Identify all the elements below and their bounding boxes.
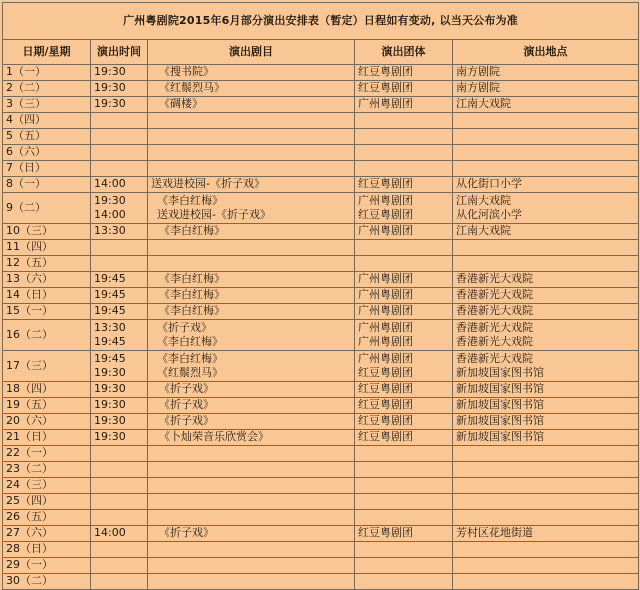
cell-venue[interactable]: 新加坡国家图书馆 [453,398,639,414]
cell-troupe[interactable] [355,462,453,478]
cell-show[interactable] [148,494,355,510]
cell-troupe-stack [358,352,449,380]
cell-venue[interactable] [453,145,639,161]
cell-show[interactable]: 《折子戏》 [148,398,355,414]
cell-troupe[interactable]: 广州粤剧团 [355,304,453,320]
cell-troupe-line: 广州粤剧团 [358,335,413,348]
table-row[interactable] [3,430,639,446]
cell-show[interactable]: 《搜书院》 [148,65,355,81]
cell-show[interactable] [148,478,355,494]
table-row[interactable] [3,510,639,526]
cell-time[interactable]: 14:00 [91,177,148,193]
page-title: 广州粤剧院2015年6月部分演出安排表（暂定）日程如有变动, 以当天公布为准 [3,3,639,40]
cell-venue-stack [456,321,635,349]
cell-show[interactable] [148,161,355,177]
cell-time[interactable] [91,494,148,510]
cell-venue[interactable]: 江南大戏院 [453,97,639,113]
cell-troupe[interactable]: 广州粤剧团 [355,224,453,240]
cell-show-line: 《折子戏》 [157,321,212,334]
cell-venue[interactable] [453,542,639,558]
cell-time-line: 14:00 [94,208,126,221]
column-header-time: 演出时间 [91,40,148,65]
cell-time[interactable] [91,558,148,574]
table-row[interactable] [3,398,639,414]
cell-troupe[interactable] [355,574,453,590]
cell-show-line: 《红鬃烈马》 [157,366,223,379]
cell-date[interactable]: 25（四） [3,494,91,510]
cell-show[interactable]: 《碉楼》 [148,97,355,113]
cell-time[interactable]: 13:30 [91,224,148,240]
cell-show[interactable]: 送戏进校园-《折子戏》 [148,177,355,193]
table-body [3,3,639,590]
cell-time[interactable]: 19:30 [91,97,148,113]
cell-time[interactable] [91,478,148,494]
cell-venue[interactable] [453,462,639,478]
cell-troupe[interactable] [355,129,453,145]
cell-date[interactable]: 18（四） [3,382,91,398]
cell-show[interactable] [148,351,355,382]
cell-time-stack [94,321,144,349]
cell-show[interactable] [148,145,355,161]
cell-time-line: 19:30 [94,366,126,379]
cell-troupe[interactable] [355,193,453,224]
title-row [3,3,639,40]
cell-troupe-stack [358,321,449,349]
cell-show[interactable] [148,240,355,256]
cell-date[interactable]: 26（五） [3,510,91,526]
cell-time[interactable]: 19:30 [91,414,148,430]
cell-date[interactable]: 21（日） [3,430,91,446]
cell-date[interactable]: 29（一） [3,558,91,574]
table-row[interactable] [3,351,639,382]
cell-troupe-line: 红豆粤剧团 [358,366,413,379]
cell-venue[interactable] [453,478,639,494]
cell-troupe[interactable]: 广州粤剧团 [355,288,453,304]
table-row[interactable] [3,240,639,256]
cell-time[interactable]: 19:30 [91,430,148,446]
cell-venue[interactable] [453,351,639,382]
cell-troupe[interactable] [355,351,453,382]
cell-date[interactable]: 22（一） [3,446,91,462]
cell-show-line: 送戏进校园-《折子戏》 [157,208,271,221]
cell-venue-stack [456,194,635,222]
cell-time[interactable]: 19:45 [91,288,148,304]
cell-troupe[interactable] [355,256,453,272]
cell-date[interactable]: 10（三） [3,224,91,240]
cell-troupe[interactable] [355,542,453,558]
cell-venue[interactable]: 香港新光大戏院 [453,304,639,320]
cell-date[interactable]: 9（二） [3,193,91,224]
cell-troupe[interactable] [355,113,453,129]
cell-venue[interactable]: 从化街口小学 [453,177,639,193]
cell-troupe[interactable]: 广州粤剧团 [355,272,453,288]
cell-date[interactable]: 15（一） [3,304,91,320]
cell-venue[interactable] [453,240,639,256]
table-row[interactable] [3,494,639,510]
cell-date[interactable]: 3（三） [3,97,91,113]
cell-time[interactable] [91,161,148,177]
cell-show[interactable]: 《折子戏》 [148,414,355,430]
cell-time[interactable] [91,446,148,462]
cell-venue[interactable] [453,113,639,129]
cell-time[interactable]: 19:30 [91,81,148,97]
cell-show-line: 《李白红梅》 [157,352,223,365]
table-row[interactable] [3,161,639,177]
table-row[interactable] [3,446,639,462]
cell-show[interactable] [148,193,355,224]
column-header-venue: 演出地点 [453,40,639,65]
cell-show-line: 《李白红梅》 [157,335,223,348]
cell-venue[interactable] [453,574,639,590]
cell-time[interactable] [91,542,148,558]
cell-venue[interactable] [453,558,639,574]
table-row[interactable] [3,177,639,193]
cell-date[interactable]: 13（六） [3,272,91,288]
cell-time[interactable] [91,574,148,590]
cell-venue[interactable]: 芳村区花地街道 [453,526,639,542]
cell-venue[interactable] [453,510,639,526]
cell-date[interactable]: 20（六） [3,414,91,430]
cell-venue-line: 香港新光大戏院 [456,335,533,348]
table-row[interactable] [3,558,639,574]
cell-date[interactable]: 17（三） [3,351,91,382]
cell-troupe[interactable]: 红豆粤剧团 [355,398,453,414]
cell-troupe[interactable] [355,320,453,351]
table-row[interactable] [3,256,639,272]
cell-troupe[interactable]: 红豆粤剧团 [355,414,453,430]
cell-date[interactable]: 7（日） [3,161,91,177]
cell-troupe[interactable] [355,145,453,161]
table-row[interactable] [3,224,639,240]
column-header-show: 演出剧目 [148,40,355,65]
cell-time-line: 19:45 [94,352,126,365]
cell-time[interactable]: 14:00 [91,526,148,542]
table-row[interactable] [3,542,639,558]
cell-date[interactable]: 28（日） [3,542,91,558]
cell-troupe[interactable] [355,510,453,526]
cell-show[interactable]: 《卜灿荣音乐欣赏会》 [148,430,355,446]
table-row[interactable] [3,382,639,398]
cell-show[interactable]: 《李白红梅》 [148,224,355,240]
cell-troupe[interactable]: 红豆粤剧团 [355,65,453,81]
cell-date[interactable]: 8（一） [3,177,91,193]
cell-show[interactable]: 《李白红梅》 [148,272,355,288]
cell-troupe[interactable] [355,161,453,177]
cell-troupe-stack [358,194,449,222]
cell-show[interactable] [148,510,355,526]
cell-time[interactable]: 19:30 [91,382,148,398]
cell-time-stack [94,194,144,222]
cell-venue[interactable] [453,320,639,351]
cell-show[interactable] [148,542,355,558]
cell-show[interactable] [148,558,355,574]
cell-time[interactable] [91,145,148,161]
cell-show[interactable]: 《折子戏》 [148,526,355,542]
cell-troupe-line: 广州粤剧团 [358,321,413,334]
cell-time[interactable] [91,510,148,526]
cell-troupe[interactable]: 广州粤剧团 [355,97,453,113]
table-row[interactable] [3,478,639,494]
cell-troupe[interactable] [355,240,453,256]
cell-time-line: 13:30 [94,321,126,334]
table-row[interactable] [3,65,639,81]
cell-venue-line: 从化河滨小学 [456,208,522,221]
cell-venue[interactable]: 新加坡国家图书馆 [453,382,639,398]
cell-date[interactable]: 11（四） [3,240,91,256]
cell-venue-line: 香港新光大戏院 [456,352,533,365]
cell-venue[interactable]: 香港新光大戏院 [453,272,639,288]
cell-time[interactable] [91,113,148,129]
cell-troupe[interactable] [355,478,453,494]
cell-show[interactable]: 《红鬃烈马》 [148,81,355,97]
cell-date[interactable]: 2（二） [3,81,91,97]
cell-troupe-line: 广州粤剧团 [358,352,413,365]
table-row[interactable] [3,113,639,129]
cell-date[interactable]: 16（二） [3,320,91,351]
cell-show-stack [151,321,351,349]
cell-time[interactable] [91,462,148,478]
cell-date[interactable]: 1（一） [3,65,91,81]
cell-venue[interactable]: 南方剧院 [453,65,639,81]
cell-show[interactable] [148,113,355,129]
cell-date[interactable]: 5（五） [3,129,91,145]
cell-venue[interactable]: 南方剧院 [453,81,639,97]
cell-date[interactable]: 19（五） [3,398,91,414]
table-row[interactable] [3,272,639,288]
cell-venue-line: 江南大戏院 [456,194,511,207]
cell-time[interactable]: 19:45 [91,272,148,288]
cell-time-line: 19:30 [94,194,126,207]
table-row[interactable] [3,129,639,145]
table-row[interactable] [3,145,639,161]
table-row[interactable] [3,193,639,224]
header-row [3,40,639,65]
cell-troupe[interactable] [355,494,453,510]
cell-show[interactable] [148,129,355,145]
cell-date[interactable]: 24（三） [3,478,91,494]
performance-schedule-table [2,2,639,590]
table-row[interactable] [3,288,639,304]
cell-date[interactable]: 14（日） [3,288,91,304]
cell-time[interactable]: 19:30 [91,398,148,414]
cell-show-stack [151,352,351,380]
table-row[interactable] [3,304,639,320]
cell-date[interactable]: 4（四） [3,113,91,129]
cell-venue[interactable] [453,256,639,272]
cell-troupe[interactable]: 红豆粤剧团 [355,430,453,446]
cell-time[interactable] [91,193,148,224]
cell-troupe[interactable]: 红豆粤剧团 [355,177,453,193]
cell-date[interactable]: 12（五） [3,256,91,272]
table-row[interactable] [3,320,639,351]
cell-venue[interactable]: 香港新光大戏院 [453,288,639,304]
table-row[interactable] [3,462,639,478]
cell-troupe-line: 广州粤剧团 [358,194,413,207]
cell-venue[interactable] [453,193,639,224]
cell-venue[interactable] [453,494,639,510]
cell-venue[interactable]: 新加坡国家图书馆 [453,414,639,430]
cell-show[interactable] [148,320,355,351]
spreadsheet-sheet [0,2,640,588]
cell-show[interactable] [148,574,355,590]
cell-show[interactable]: 《折子戏》 [148,382,355,398]
cell-time[interactable]: 19:45 [91,304,148,320]
cell-venue[interactable] [453,129,639,145]
cell-show[interactable] [148,462,355,478]
cell-time[interactable] [91,351,148,382]
cell-show[interactable] [148,446,355,462]
cell-time[interactable] [91,256,148,272]
cell-time[interactable] [91,320,148,351]
cell-time-line: 19:45 [94,335,126,348]
cell-show[interactable] [148,256,355,272]
cell-troupe[interactable]: 红豆粤剧团 [355,382,453,398]
cell-troupe-line: 红豆粤剧团 [358,208,413,221]
table-row[interactable] [3,81,639,97]
cell-troupe[interactable] [355,558,453,574]
cell-venue[interactable]: 新加坡国家图书馆 [453,430,639,446]
table-row[interactable] [3,97,639,113]
cell-show[interactable]: 《李白红梅》 [148,288,355,304]
column-header-date: 日期/星期 [3,40,91,65]
cell-troupe[interactable]: 红豆粤剧团 [355,526,453,542]
cell-date[interactable]: 30（二） [3,574,91,590]
cell-venue-line: 新加坡国家图书馆 [456,366,544,379]
table-row[interactable] [3,574,639,590]
column-header-troupe: 演出团体 [355,40,453,65]
cell-show-line: 《李白红梅》 [157,194,223,207]
table-row[interactable] [3,414,639,430]
cell-time[interactable]: 19:30 [91,65,148,81]
table-row[interactable] [3,526,639,542]
cell-troupe[interactable]: 红豆粤剧团 [355,81,453,97]
cell-date[interactable]: 23（二） [3,462,91,478]
cell-venue-line: 香港新光大戏院 [456,321,533,334]
cell-venue[interactable] [453,446,639,462]
cell-time[interactable] [91,240,148,256]
cell-time-stack [94,352,144,380]
cell-date[interactable]: 6（六） [3,145,91,161]
cell-venue[interactable]: 江南大戏院 [453,224,639,240]
cell-show[interactable]: 《李白红梅》 [148,304,355,320]
cell-time[interactable] [91,129,148,145]
cell-venue[interactable] [453,161,639,177]
cell-venue-stack [456,352,635,380]
cell-date[interactable]: 27（六） [3,526,91,542]
cell-troupe[interactable] [355,446,453,462]
cell-show-stack [151,194,351,222]
